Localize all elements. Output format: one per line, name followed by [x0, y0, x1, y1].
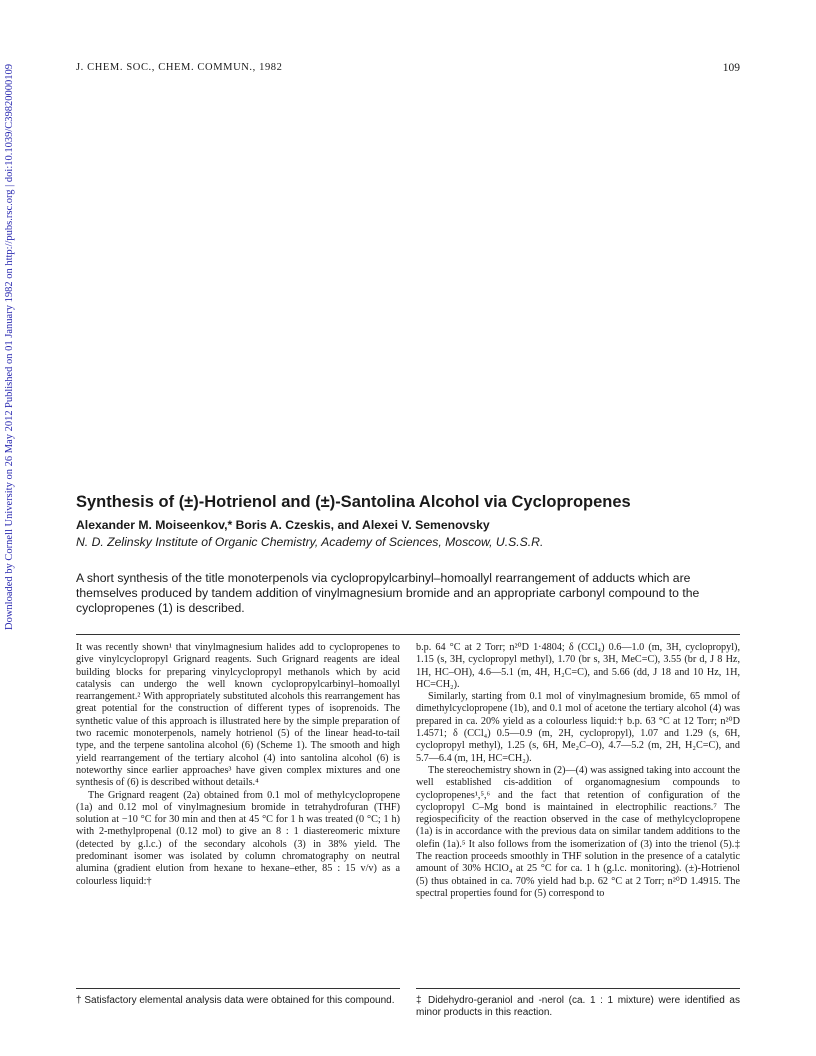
download-notice — [4, 64, 44, 630]
body-paragraph: The stereochemistry shown in (2)—(4) was assigned taking into account the well established cis-addition of organomagnesium compounds to cyclopropenes¹,⁵,⁶ and the fact that retention of configuration of the cyclopropyl C–Mg bond is maintained in electrophilic reactions.⁷ The regiospecificity of the reaction observed in the case of methylcyclopropene (1a) is in accordance with the previous data on similar tandem additions to the olefin (1a).⁵ It also follows from the isomerization of (3) into the trienol (5).‡ The reaction proceeds smoothly in THF solution in the presence of a catalytic amount of 30% HClO₄ at 25 °C for ca. 1 h (g.l.c. monitoring). (±)-Hotrienol (5) thus obtained in ca. 70% yield had b.p. 62 °C at 2 Torr; n²⁰D 1.4915. The spectral properties found for (5) correspond to — [416, 764, 740, 899]
article-title: Synthesis of (±)-Hotrienol and (±)-Santolina Alcohol via Cyclopropenes — [76, 493, 631, 511]
body-column-left — [76, 642, 400, 888]
body-column-right — [416, 642, 740, 900]
page-number: 109 — [722, 62, 740, 74]
running-head: J. CHEM. SOC., CHEM. COMMUN., 1982 — [76, 62, 283, 73]
footnote-divider-right — [416, 988, 740, 989]
body-paragraph: The Grignard reagent (2a) obtained from 0.1 mol of methylcyclopropene (1a) and 0.12 mol of vinylmagnesium bromide in tetrahydrofuran (THF) solution at −10 °C for 30 min and then at 45 °C for 1 h was treated (0 °C; 1 h) with 2-methylpropenal (0.12 mol) to give an 8 : 1 diastereomeric mixture (detected by g.l.c.) of the secondary alcohols (3) in 38% yield. The predominant isomer was isolated by column chromatography on neutral alumina (gradient elution from hexane to hexane–ether, 85 : 15 v/v) as a colourless liquid:† — [76, 789, 400, 887]
download-notice-line-1: Downloaded by Cornell University on 26 May 2012 — [4, 410, 15, 630]
footnote-divider-left — [76, 988, 400, 989]
body-paragraph: b.p. 64 °C at 2 Torr; n²⁰D 1·4804; δ (CCl₄) 0.6—1.0 (m, 3H, cyclopropyl), 1.15 (s, 3H, cyclopropyl methyl), 1.70 (br s, 3H, MeC=C), 3.55 (br d, J 8 Hz, 1H, HC–OH), 4.6—5.1 (m, 4H, H₂C=C), and 5.66 (dd, J 18 and 10 Hz, 1H, HC=CH₂). — [416, 642, 740, 690]
footnote-right: ‡ Didehydro-geraniol and -nerol (ca. 1 : 1 mixture) were identified as minor products in this reaction. — [416, 995, 740, 1018]
body-paragraph: Similarly, starting from 0.1 mol of vinylmagnesium bromide, 65 mmol of dimethylcyclopropene (1b), and 0.1 mol of acetone the tertiary alcohol (4) was prepared in ca. 20% yield as a colourless liquid:† b.p. 63 °C at 12 Torr; n²⁰D 1.4571; δ (CCl₄) 0.5—0.9 (m, 2H, cyclopropyl), 1.07 and 1.29 (s, 6H, cyclopropyl methyl), 1.25 (s, 6H, Me₂C–O), 4.7—5.2 (m, 2H, H₂C=C), and 5.7—6.4 (m, 1H, HC=CH₂). — [416, 691, 740, 764]
abstract: A short synthesis of the title monoterpenols via cyclopropylcarbinyl–homoallyl rearrangement of adducts which are themselves produced by tandem addition of vinylmagnesium bromide and an appropriate carbonyl compound to the cyclopropenes (1) is described. — [76, 571, 700, 615]
affiliation: N. D. Zelinsky Institute of Organic Chemistry, Academy of Sciences, Moscow, U.S.S.R. — [76, 535, 544, 549]
download-notice-line-2: Published on 01 January 1982 on http://pubs.rsc.org | doi:10.1039/C39820000109 — [4, 64, 15, 409]
article-header — [76, 493, 740, 616]
author-list: Alexander M. Moiseenkov,* Boris A. Czeskis, and Alexei V. Semenovsky — [76, 518, 490, 532]
section-divider — [76, 634, 740, 635]
body-paragraph: It was recently shown¹ that vinylmagnesium halides add to cyclopropenes to give vinylcyclopropyl Grignard reagents. Such Grignard reagents are ideal building blocks for preparing vinylcyclopropyl methanols which by acid catalysis can undergo the well known cyclopropylcarbinyl–homoallyl rearrangement.² With appropriately substituted alcohols this rearrangement has great potential for the construction of different types of isoprenoids. The synthetic value of this approach is illustrated here by the simple preparation of two racemic monoterpenols, namely hotrienol (5) of the linear head-to-tail type, and the terpene santolina alcohol (6) (Scheme 1). The smooth and high yield rearrangement of the tertiary alcohol (4) into santolina alcohol (6) is noteworthy since earlier approaches³ have given complex mixtures and one synthesis of (6) is described without details.⁴ — [76, 642, 400, 789]
footnote-left: † Satisfactory elemental analysis data were obtained for this compound. — [76, 995, 395, 1006]
